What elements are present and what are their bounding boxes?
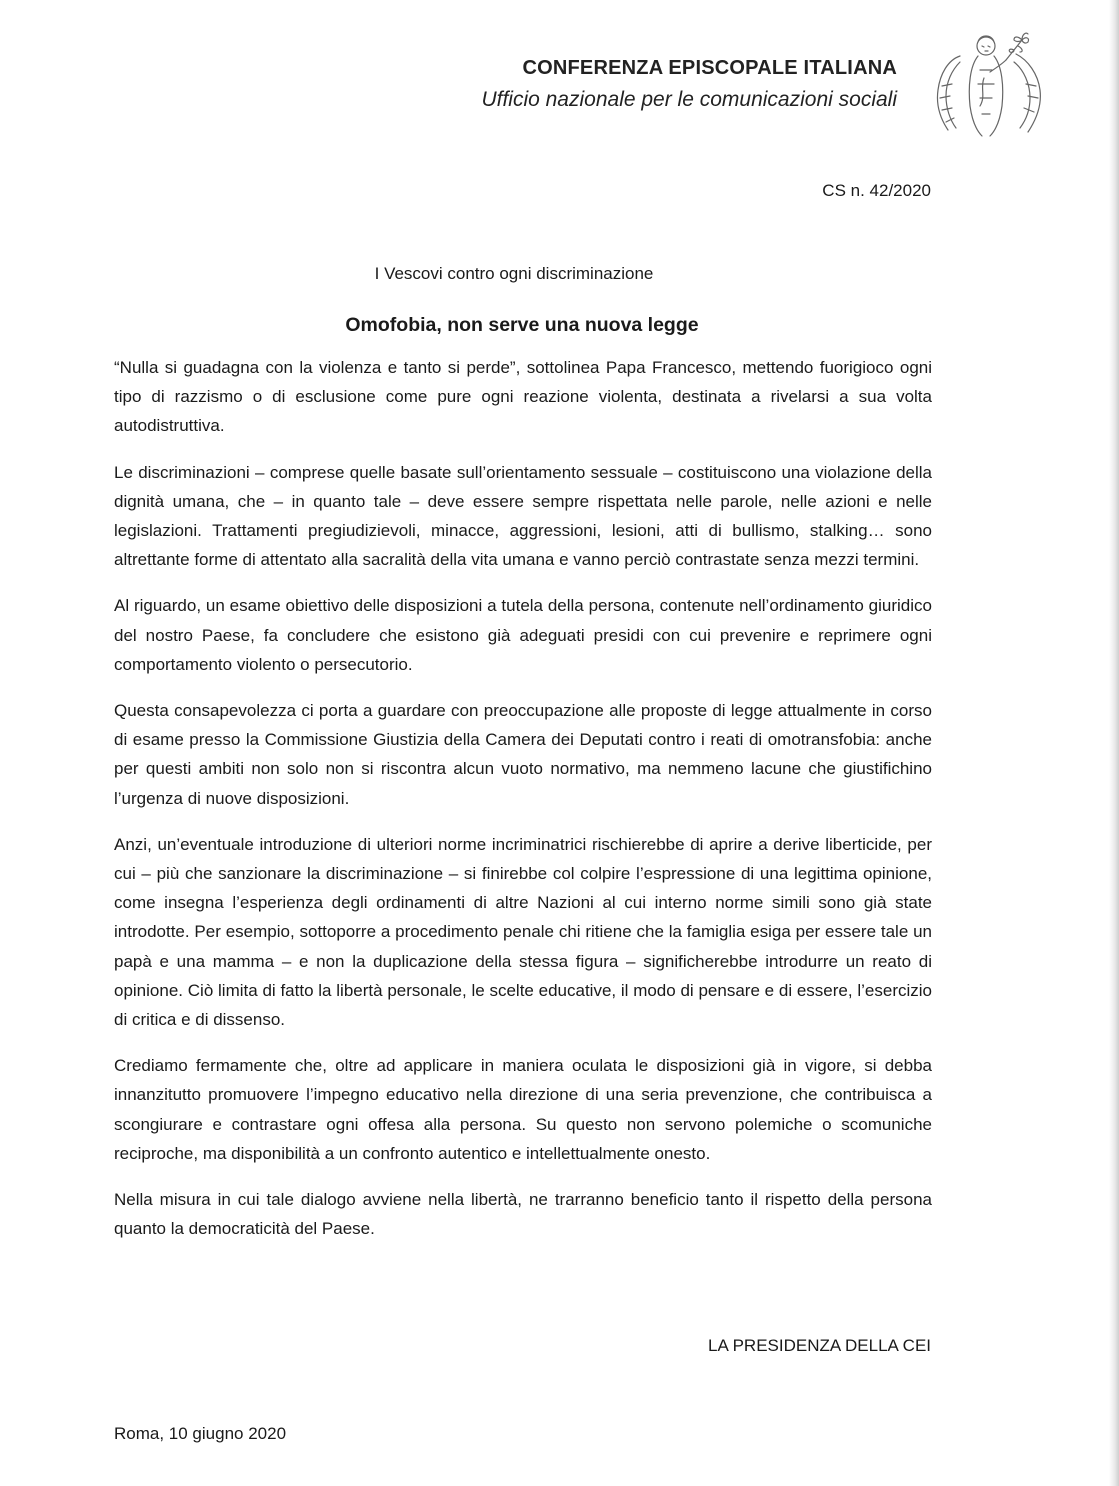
paragraph: Questa consapevolezza ci porta a guardare con preoccupazione alle proposte di legge attualmente in corso di esame presso la Commissione Giustizia della Camera dei Deputati contro i reati di omotransfobia: anche per questi ambiti non solo non si riscontra alcun vuoto normativo, ma nemmeno lacune che giustifichino l’urgenza di nuove disposizioni.: [114, 701, 932, 808]
letterhead: [481, 52, 897, 116]
paragraph: “Nulla si guadagna con la violenza e tanto si perde”, sottolinea Papa Francesco, mettendo fuorigioco ogni tipo di razzismo o di esclusione come pure ogni reazione violenta, destinata a rivelarsi a sua volta autodistruttiva.: [114, 358, 932, 436]
press-release-number: CS n. 42/2020: [822, 181, 931, 200]
place-date: Roma, 10 giugno 2020: [114, 1424, 287, 1443]
paragraph: Al riguardo, un esame obiettivo delle disposizioni a tutela della persona, contenute nell’ordinamento giuridico del nostro Paese, fa concludere che esistono già adeguati presidi con cui prevenire e reprimere ogni comportamento violento o persecutorio.: [114, 596, 932, 674]
page-edge: [1109, 0, 1119, 1486]
paragraph: Anzi, un’eventuale introduzione di ulteriori norme incriminatrici rischierebbe di aprire a derive liberticide, per cui – più che sanzionare la discriminazione – si finirebbe col colpire l’espressione di una legittima opinione, come insegna l’esperienza degli ordinamenti di altre Nazioni al cui interno norme simili sono già state introdotte. Per esempio, sottoporre a procedimento penale chi ritiene che la famiglia esiga per essere tale un papà e una mamma – e non la duplicazione della stessa figura – significherebbe introdurre un reato di opinione. Ciò limita di fatto la libertà personale, le scelte educative, il modo di pensare e di essere, l’esercizio di critica e di dissenso.: [114, 834, 932, 1030]
office-name: Ufficio nazionale per le comunicazioni sociali: [481, 88, 897, 111]
angel-logo-icon: [930, 26, 1048, 140]
paragraph: Le discriminazioni – comprese quelle basate sull’orientamento sessuale – costituiscono una violazione della dignità umana, che – in quanto tale – deve essere sempre rispettata nelle parole, nelle azioni e nelle legislazioni. Trattamenti pregiudizievoli, minacce, aggressioni, lesioni, atti di bullismo, stalking… sono altrettante forme di attentato alla sacralità della vita umana e vanno perciò contrastate senza mezzi termini.: [114, 462, 932, 570]
paragraph: Nella misura in cui tale dialogo avviene nella libertà, ne trarranno beneficio tanto il rispetto della persona quanto la democraticità del Paese.: [114, 1190, 932, 1239]
paragraph: Crediamo fermamente che, oltre ad applicare in maniera oculata le disposizioni già in vigore, si debba innanzitutto promuovere l’impegno educativo nella direzione di una seria prevenzione, che contribuisca a scongiurare e contrastare ogni offesa alla persona. Su questo non servono polemiche o scomuniche reciproche, ma disponibilità a un confronto autentico e intellettualmente onesto.: [114, 1056, 932, 1163]
organization-name: CONFERENZA EPISCOPALE ITALIANA: [522, 57, 897, 79]
page-title: Omofobia, non serve una nuova legge: [345, 314, 699, 336]
subtitle: I Vescovi contro ogni discriminazione: [374, 264, 654, 283]
document-body: [114, 353, 932, 1260]
signature: LA PRESIDENZA DELLA CEI: [708, 1336, 931, 1355]
